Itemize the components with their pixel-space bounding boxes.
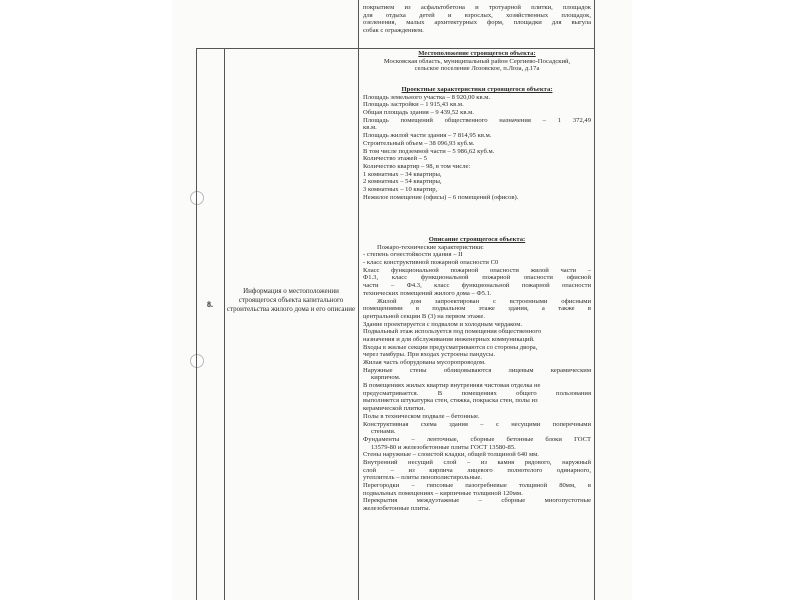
location-text: Московская область, муниципальный район Сергиево-Посадский, сельское поселение Лозовское, п.Лоза, д.17а — [383, 57, 571, 73]
location-heading: Местоположение строящегося объекта: — [418, 50, 536, 57]
description-line: 13579-80 и железобетонные плиты ГОСТ 13580-85. — [371, 443, 516, 451]
description-line: - класс конструктивной пожарной опасности С0 — [363, 259, 499, 267]
description-line: Полы в техническом подвале – бетонные. — [363, 412, 480, 420]
binder-hole-top — [190, 191, 204, 205]
description-line: железобетонные плиты. — [363, 505, 431, 513]
description-heading: Описание строящегося объекта: — [428, 236, 526, 243]
design-line: Количество этажей – 5 — [363, 155, 427, 163]
description-line: назначения и для обслуживания инженерных коммуникаций. — [363, 335, 535, 343]
description-line: Перекрытия междуэтажные – сборные многопустотные — [363, 497, 591, 505]
design-line: кв.м. — [363, 124, 377, 132]
table-row-divider — [196, 48, 595, 49]
description-line: Конструктивная схема здания – с несущими поперечными — [363, 420, 591, 428]
design-line: Строительный объем – 38 096,93 куб.м. — [363, 139, 475, 147]
top-continuation — [363, 4, 591, 35]
description-subheading: Пожаро-технические характеристики: — [377, 243, 484, 251]
text-line: собак с ограждением. — [363, 27, 424, 35]
description-line: Перегородки – гипсовые пазогребневые толщиной 80мм, в — [363, 482, 591, 489]
description-block — [363, 236, 591, 513]
description-line: Ф1.3, класс функциональной пожарной опасности офисной — [363, 274, 591, 282]
description-line: Класс функциональной пожарной опасности жилой части – — [363, 266, 591, 274]
description-line: Внутренний несущий слой – из камня рядового, наружный — [363, 458, 591, 466]
design-line: Общая площадь здания – 9 439,52 кв.м. — [363, 109, 474, 117]
description-line: стенами. — [371, 428, 396, 436]
description-line: Жилая часть оборудована мусоропроводом. — [363, 359, 486, 366]
design-line: Площадь помещений общественного назначения – 1 372,49 — [363, 116, 591, 124]
design-line: 1 комнатных – 34 квартиры, — [363, 170, 442, 178]
description-line: предусматривается. В помещениях общего пользования — [363, 389, 591, 397]
description-line: выполняется штукатурка стен, стяжка, покраска стен, полы из — [363, 397, 538, 405]
table-border-col1 — [224, 48, 225, 600]
binder-hole-bottom — [190, 354, 204, 368]
description-line: кирпичом. — [371, 374, 401, 382]
description-line: Наружные стены облицовываются лицевым керамическим — [363, 366, 591, 374]
description-line: помещениями в подвальном этаже здания, а также в — [363, 305, 591, 313]
design-line: Нежилое помещение (офисы) – 6 помещений (офисов). — [363, 193, 519, 201]
design-line: 3 комнатных – 10 квартир, — [363, 185, 438, 193]
description-line: - степень огнестойкости здания – II — [363, 251, 463, 259]
table-border-col2 — [358, 0, 359, 600]
design-block — [363, 86, 591, 201]
design-line: Площадь земельного участка – 8 920,00 кв.м. — [363, 93, 491, 101]
description-line: через тамбуры. При входах устроены пандусы. — [363, 351, 496, 359]
row-number: 8. — [207, 300, 213, 309]
design-line: 2 комнатных – 54 квартиры, — [363, 178, 442, 186]
design-line: В том числе подземной части – 5 986,62 куб.м. — [363, 147, 495, 155]
text-line: покрытием из асфальтобетона и тротуарной плитки, площадок — [363, 4, 591, 11]
description-line: технических помещений жилого дома – Ф5.1. — [363, 289, 492, 297]
location-block — [363, 50, 591, 73]
description-line: утеплитель – плиты пенополистирольные. — [363, 474, 482, 482]
description-line: В помещениях жилых квартир внутренняя чистовая отделка не — [363, 382, 541, 390]
design-line: Площадь застройки – 1 915,43 кв.м. — [363, 101, 464, 109]
description-line: Здание проектируется с подвалом и холодным чердаком. — [363, 320, 523, 328]
design-heading: Проектные характеристики строящегося объекта: — [401, 86, 553, 93]
design-line: Количество квартир – 98, в том числе: — [363, 162, 471, 170]
description-line: подвальных помещениях – кирпичные толщиной 120мм. — [363, 489, 523, 497]
design-line: Площадь жилой части здания – 7 814,95 кв.м. — [363, 132, 492, 140]
row-label: Информация о местоположении строящегося объекта капитального строительства жилого дома и его описание — [226, 287, 356, 313]
description-line: слой – из кирпича лицевого полнотелого одинарного, — [363, 466, 591, 474]
description-line: центральной секции В (3) на первом этаже. — [363, 312, 485, 320]
description-line: Жилой дом запроектирован с встроенными офисными — [377, 297, 591, 305]
text-line: озеленения, малых архитектурных форм, площадки для выгула — [363, 19, 591, 27]
description-line: керамической плитки. — [363, 405, 426, 413]
description-line: Подвальный этаж используется под помещения общественного — [363, 328, 542, 336]
description-line: Фундаменты – ленточные, сборные бетонные блоки ГОСТ — [363, 435, 591, 443]
table-border-right — [594, 0, 595, 600]
description-line: части – Ф4.3, класс функциональной пожарной опасности — [363, 282, 591, 290]
table-border-left — [196, 48, 197, 600]
text-line: для отдыха детей и взрослых, хозяйственных площадок, — [363, 11, 591, 19]
description-line: Стены наружные – слоистой кладки, общей толщиной 640 мм. — [363, 451, 539, 459]
description-line: Входы в жилые секции предусматриваются со стороны двора, — [363, 343, 538, 351]
